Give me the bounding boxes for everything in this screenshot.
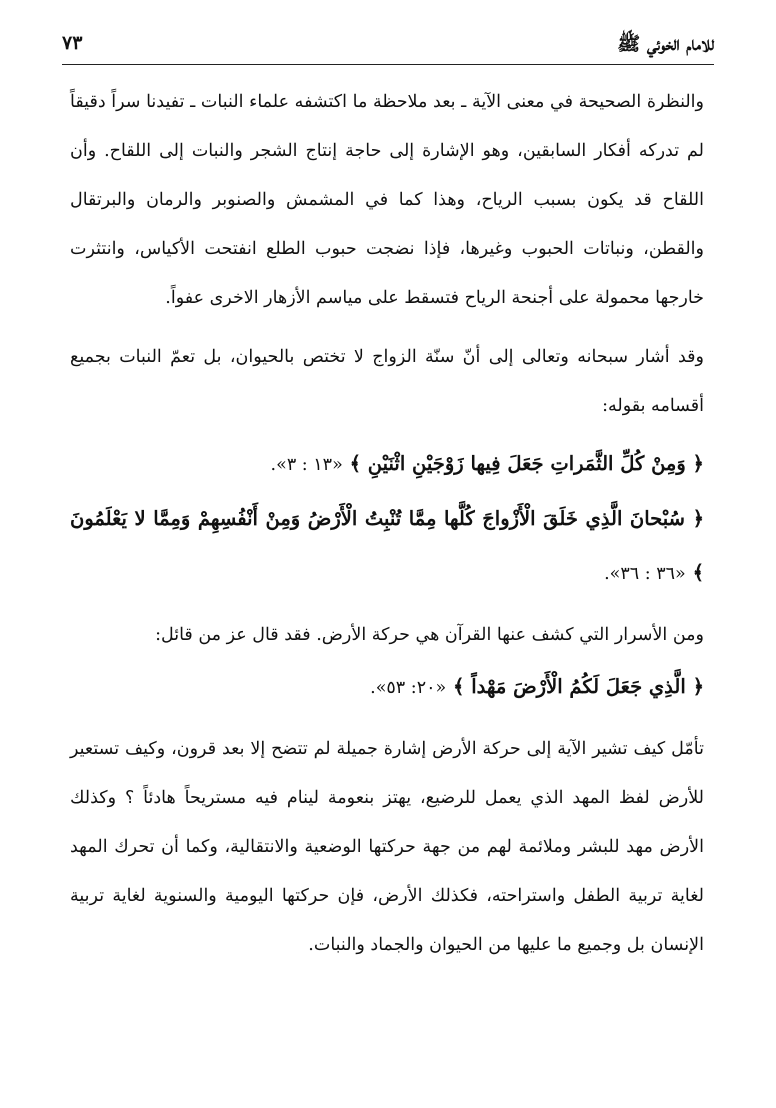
verse-3 <box>70 660 704 715</box>
page-number: ٧٣ <box>62 32 83 54</box>
verse-3-text: ﴿ الَّذِي جَعَلَ لَكُمُ الْأَرْضَ مَهْداً ﴾ <box>453 675 704 698</box>
verse-2-text: ﴿ سُبْحانَ الَّذِي خَلَقَ الْأَزْواجَ كُلَّها مِمَّا تُنْبِتُ الْأَرْضُ وَمِنْ أَنْفُسِهِمْ وَمِمَّا لا يَعْلَمُونَ ﴾ <box>70 507 704 584</box>
paragraph-3: ومن الأسرار التي كشف عنها القرآن هي حركة الأرض. فقد قال عز من قائل: <box>155 625 704 645</box>
header-rule <box>62 64 714 65</box>
paragraph-4: تأمّل كيف تشير الآية إلى حركة الأرض إشارة جميلة لم تتضح إلا بعد قرون، وكيف تستعير للأرض لفظ المهد الذي يعمل للرضيع، يهتز بنعومة لينام فيه مستريحاً هادئاً ؟ وكذلك الأرض مهد للبشر وملائمة لهم من جهة حركتها الوضعية والانتقالية، وكما أن تحرك المهد لغاية تربية الطفل واستراحته، فكذلك الأرض، فإن حركتها اليومية والسنوية لغاية تربية الإنسان بل وجميع ما عليها من الحيوان والجماد والنبات. <box>70 739 704 955</box>
paragraph-1: والنظرة الصحيحة في معنى الآية ـ بعد ملاحظة ما اكتشفه علماء النبات ـ تفيدنا سراً دقيقاً لم تدركه أفكار السابقين، وهو الإشارة إلى حاجة إنتاج الشجر والنبات إلى اللقاح. وأن اللقاح قد يكون بسبب الرياح، وهذا كما في المشمش والصنوبر والرمان والبرتقال والقطن، ونباتات الحبوب وغيرها، فإذا نضجت حبوب الطلع انفتحت الأكياس، وانتثرت خارجها محمولة على أجنحة الرياح فتسقط على مياسم الأزهار الاخرى عفواً. <box>70 92 704 308</box>
verse-2 <box>70 492 704 601</box>
verse-1-reference: «١٣ : ٣». <box>270 455 343 475</box>
verse-2-reference: «٣٦ : ٣٦». <box>604 564 686 584</box>
page-header <box>62 28 714 62</box>
verse-3-reference: «٢٠: ٥٣». <box>370 678 447 698</box>
verse-1 <box>70 437 704 492</box>
verse-1-text: ﴿ وَمِنْ كُلِّ الثَّمَراتِ جَعَلَ فِيها زَوْجَيْنِ اثْنَيْنِ ﴾ <box>349 452 704 475</box>
running-title: للامام الخوئي ﷺ <box>617 33 714 55</box>
page-body <box>70 78 704 970</box>
paragraph-2: وقد أشار سبحانه وتعالى إلى أنّ سنّة الزواج لا تختص بالحيوان، بل تعمّ النبات بجميع أقسامه بقوله: <box>70 347 704 416</box>
